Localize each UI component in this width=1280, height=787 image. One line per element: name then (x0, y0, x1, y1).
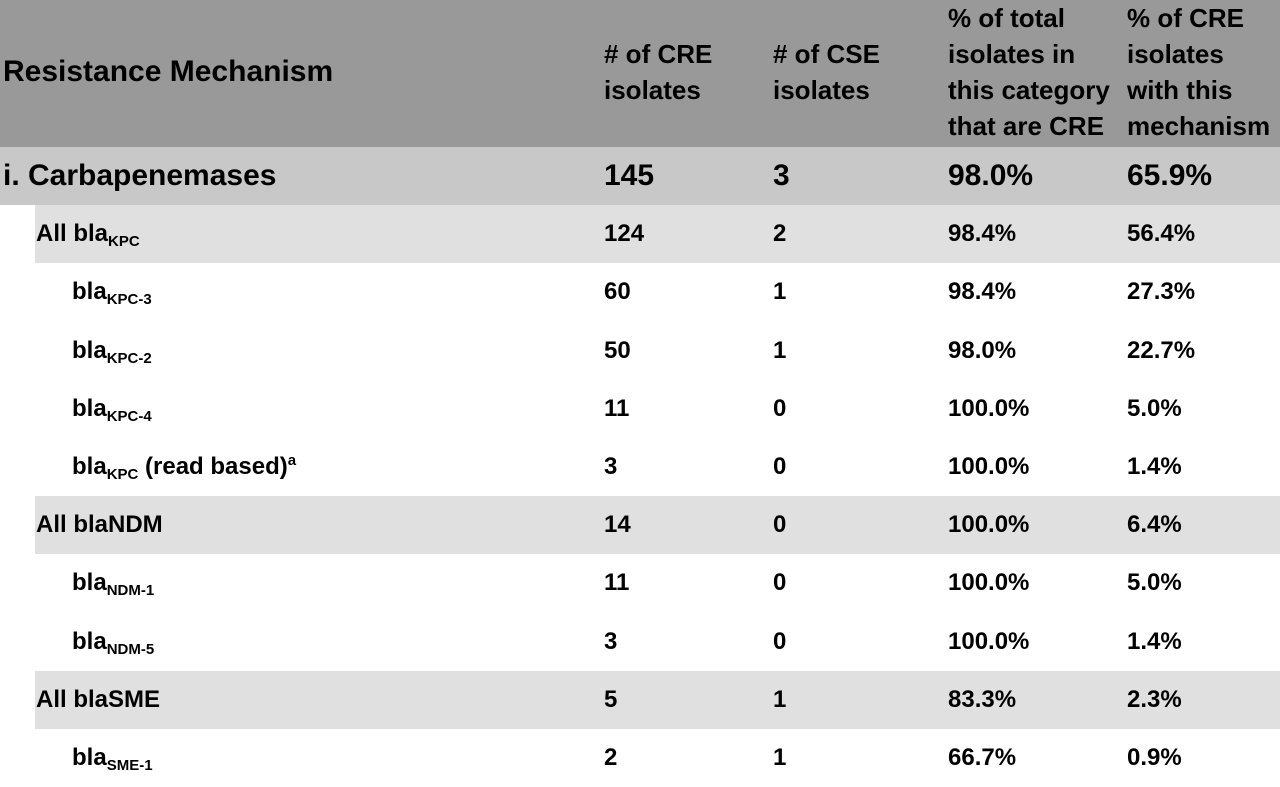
label-text: bla (72, 336, 107, 364)
mechanism-label (3, 147, 276, 205)
header-line: this category (948, 75, 1110, 105)
cre-count: 2 (604, 744, 618, 771)
mechanism-label (72, 380, 152, 438)
header-line: with this (1127, 75, 1233, 105)
cre-count: 14 (604, 511, 631, 539)
pct-cre-mechanism: 5.0% (1127, 394, 1182, 422)
cse-count: 0 (773, 511, 787, 539)
label-text: bla (72, 394, 107, 422)
pct-total-cre: 98.4% (948, 220, 1017, 248)
cse-count: 1 (773, 336, 787, 364)
cse-count: 0 (773, 569, 787, 597)
pct-cre-mechanism: 1.4% (1127, 627, 1182, 655)
table-row (0, 671, 1280, 729)
label-footnote: a (287, 452, 297, 469)
header-line: # of CSE (773, 39, 880, 69)
cse-count: 1 (773, 685, 787, 713)
table-row (0, 554, 1280, 612)
label-text: bla (72, 627, 107, 655)
row-shading (35, 205, 1280, 263)
label-text: All blaNDM (36, 511, 163, 539)
header-line: isolates (604, 75, 701, 105)
header-resistance-mechanism: Resistance Mechanism (3, 55, 334, 88)
cse-count: 0 (773, 627, 787, 655)
pct-total-cre: 66.7% (948, 744, 1017, 771)
label-subscript: SME-1 (106, 757, 153, 774)
mechanism-label (72, 322, 152, 380)
cse-count: 3 (773, 159, 790, 192)
mechanism-label (72, 613, 154, 671)
label-tail: (read based) (138, 453, 288, 480)
header-pct-cre-mechanism (1127, 0, 1270, 144)
label-subscript: KPC (108, 233, 140, 251)
header-cse-isolates (773, 36, 880, 108)
mechanism-label (36, 671, 160, 729)
pct-cre-mechanism: 56.4% (1127, 220, 1196, 248)
header-line: that are CRE (948, 111, 1105, 141)
cre-count: 50 (604, 336, 631, 364)
cre-count: 145 (604, 159, 655, 192)
cse-count: 1 (773, 744, 787, 771)
header-cre-isolates (604, 36, 712, 108)
header-line: isolates in (948, 39, 1076, 69)
header-line: # of CRE (604, 39, 713, 69)
pct-total-cre: 100.0% (948, 453, 1030, 480)
pct-total-cre: 98.0% (948, 159, 1034, 192)
table-row (0, 205, 1280, 263)
cre-count: 124 (604, 220, 645, 248)
label-text: bla (72, 278, 107, 306)
mechanism-label (72, 438, 296, 496)
label-text: All blaSME (36, 685, 161, 713)
pct-cre-mechanism: 22.7% (1127, 336, 1196, 364)
cse-count: 0 (773, 453, 787, 480)
mechanism-label (72, 729, 153, 787)
table-row (0, 613, 1280, 671)
table-row (0, 496, 1280, 554)
cse-count: 0 (773, 394, 787, 422)
pct-total-cre: 100.0% (948, 511, 1030, 539)
cre-count: 60 (604, 278, 631, 306)
cre-count: 5 (604, 685, 618, 713)
header-line: isolates (773, 75, 870, 105)
label-text: All bla (36, 220, 109, 248)
pct-total-cre: 83.3% (948, 685, 1017, 713)
cre-count: 11 (604, 569, 630, 597)
pct-cre-mechanism: 6.4% (1127, 511, 1182, 539)
pct-total-cre: 100.0% (948, 394, 1030, 422)
mechanism-label (72, 554, 154, 612)
pct-cre-mechanism: 0.9% (1127, 744, 1182, 771)
table-row (0, 380, 1280, 438)
row-shading (35, 671, 1280, 729)
pct-cre-mechanism: 5.0% (1127, 569, 1182, 597)
table-row (0, 438, 1280, 496)
label-text: bla (72, 744, 107, 771)
pct-total-cre: 100.0% (948, 569, 1030, 597)
table-row (0, 729, 1280, 787)
label-subscript: KPC (106, 466, 139, 483)
pct-total-cre: 100.0% (948, 627, 1030, 655)
label-subscript: KPC-3 (106, 291, 152, 309)
label-text: bla (72, 569, 107, 597)
label-subscript: NDM-5 (106, 640, 155, 658)
table-row (0, 147, 1280, 205)
pct-cre-mechanism: 1.4% (1127, 453, 1182, 480)
header-line: isolates (1127, 39, 1224, 69)
table-row (0, 322, 1280, 380)
cre-count: 11 (604, 394, 630, 422)
mechanism-label (36, 496, 163, 554)
header-line: % of CRE (1127, 3, 1244, 33)
cre-count: 3 (604, 453, 618, 480)
label-subscript: KPC-4 (106, 407, 152, 425)
pct-cre-mechanism: 65.9% (1127, 159, 1213, 192)
pct-total-cre: 98.4% (948, 278, 1017, 306)
row-shading (35, 496, 1280, 554)
header-line: % of total (948, 3, 1065, 33)
header-pct-total-cre (948, 0, 1110, 144)
mechanism-label (72, 263, 152, 321)
label-text: bla (72, 453, 107, 480)
pct-cre-mechanism: 2.3% (1127, 685, 1182, 713)
pct-cre-mechanism: 27.3% (1127, 278, 1196, 306)
pct-total-cre: 98.0% (948, 336, 1017, 364)
label-text: i. Carbapenemases (3, 159, 277, 192)
table-row (0, 263, 1280, 321)
cse-count: 2 (773, 220, 787, 248)
cre-count: 3 (604, 627, 618, 655)
label-subscript: KPC-2 (106, 349, 152, 367)
mechanism-label (36, 205, 140, 263)
table-header (0, 0, 1280, 147)
label-subscript: NDM-1 (106, 582, 155, 600)
header-line: mechanism (1127, 111, 1271, 141)
cse-count: 1 (773, 278, 787, 306)
